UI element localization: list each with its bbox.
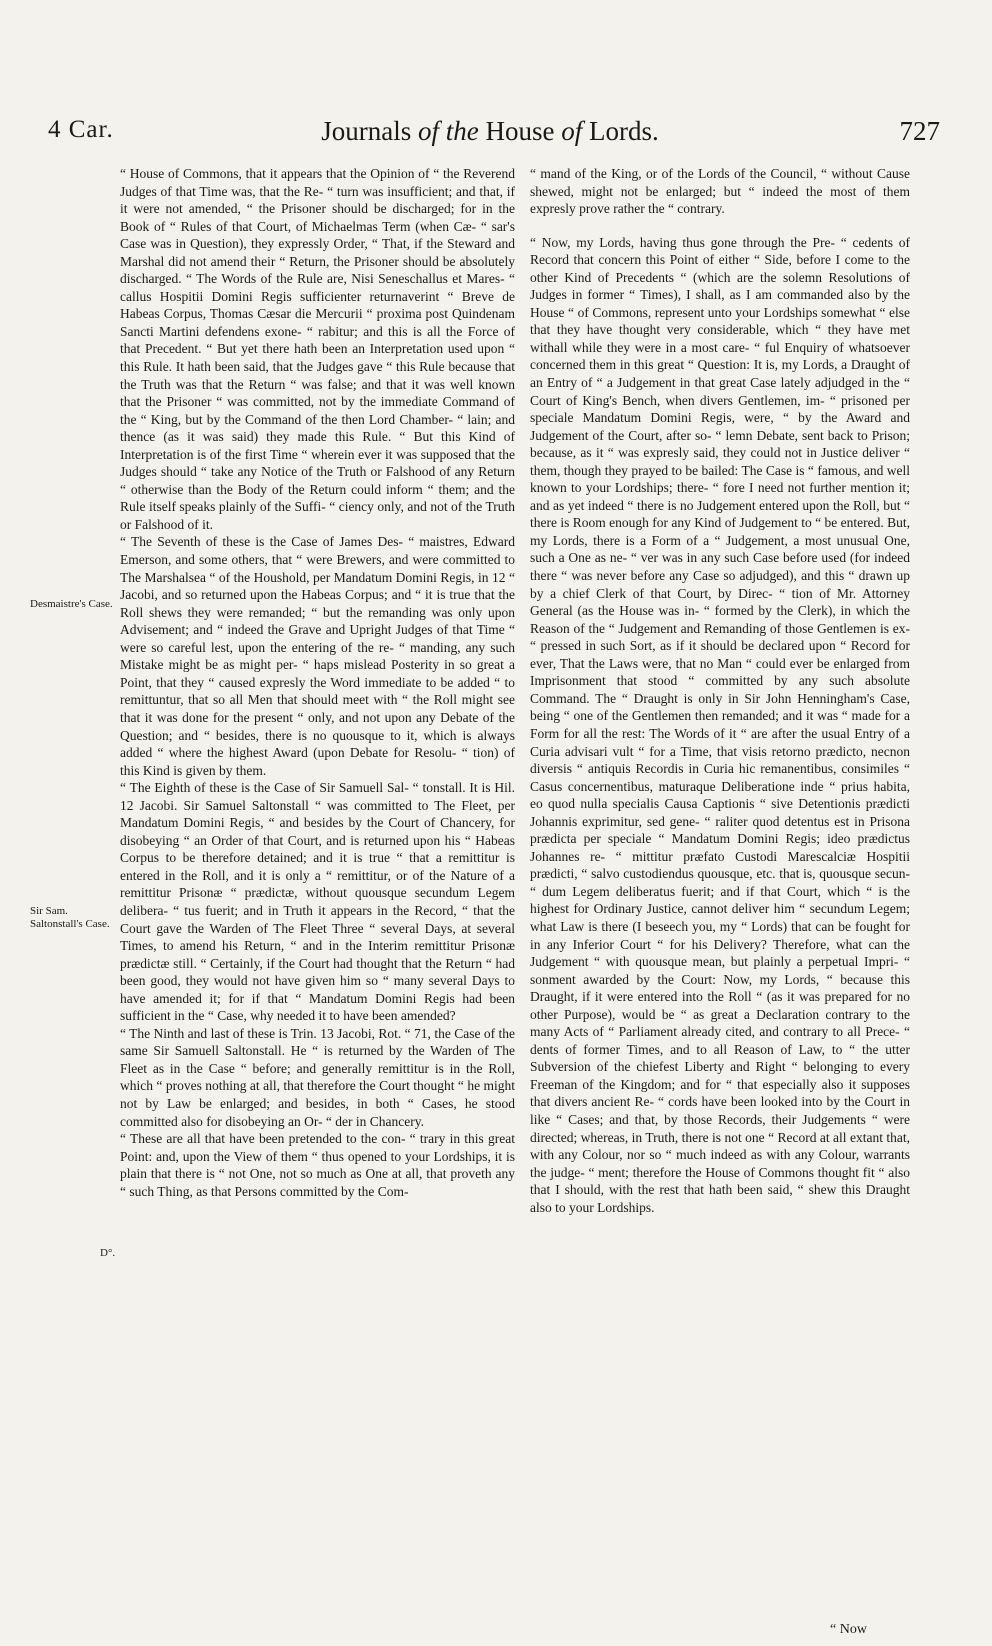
paragraph-conclusion: “ These are all that have been pretended to the con- “ trary in this great Point: and, upon the View of them “ thus opened to your Lordships, it is plain that there is “ not One, not so much as One at all, that proveth any “ such Thing, as that Persons committed by the Com-: [120, 1131, 515, 1199]
title-word-the: the: [445, 116, 479, 146]
title-word-house: House: [485, 116, 555, 146]
paragraph-ninth-case: “ The Ninth and last of these is Trin. 13 Jacobi, Rot. “ 71, the Case of the same Sir Samuell Saltonstall. He “ is returned by the Warden of The Fleet as in the Case “ before; and generally remittitur is in the Roll, which “ proves nothing at all, that therefore the Court thought “ he might not by Law be enlarged; and besides, in both “ Cases, he stood committed also for disobeying an Or- “ der in Chancery.: [120, 1025, 515, 1129]
title-word-journals: Journals: [321, 116, 412, 146]
page-header: [40, 116, 940, 156]
title-word-of: of: [417, 116, 439, 146]
margin-note-saltonstall: Sir Sam. Saltonstall's Case.: [30, 905, 110, 930]
paragraph-seventh-case: “ The Seventh of these is the Case of James Des- “ maistres, Edward Emerson, and some others, that “ were Brewers, and were committed to The Marshalsea “ of the Houshold, per Mandatum Domini Regis, in 12 “ Jacobi, and so returned upon the Habeas Corpus; and “ it is true that the Roll shews they were remanded; “ but the remanding was only upon Advisement; and “ indeed the Grave and Upright Judges of that Time “ were so careful lest, upon the entering of the re- “ manding, any such Mistake might be as might per- “ haps mislead Posterity in so great a Point, that they “ caused expresly the Word immediate to be added “ to remittuntur, that so all Men that should meet with “ the Roll might see that it was done for the present “ only, and not upon any Debate of the Question; and “ besides, there is no quousque to it, which is always added “ where the highest Award (upon Debate for Resolu- “ tion) of this Kind is given by them.: [120, 534, 515, 778]
reign-label: 4 Car.: [48, 116, 114, 143]
page-number: 727: [899, 116, 940, 146]
title-word-of-2: of: [561, 116, 583, 146]
journal-title: [40, 116, 940, 147]
paragraph-rules-of-court: “ House of Commons, that it appears that the Opinion of “ the Reverend Judges of that Time was, that the Re- “ turn was insufficient; and that, if it were not amended, “ the Prisoner should be discharged; for in the Book of “ Rules of that Court, of Michaelmas Term (when Cæ- “ sar's Case was in Question), they expressly Order, “ That, if the Steward and Marshal did not amend their “ Return, the Prisoner should be absolutely discharged. “ The Words of the Rule are, Nisi Seneschallus et Mares- “ callus Hospitii Domini Regis sufficienter returnaverint “ Breve de Habeas Corpus, Thomas Cæsar die Mercurii “ proxima post Quindenam Sancti Martini defendens exone- “ rabitur; and this is all the Force of that Precedent. “ But yet there hath been an Interpretation used upon “ this Rule. It hath been said, that the Judges gave “ this Rule because that the Truth was that the Return “ was false; and that it was well known that the Prisoner “ was committed, not by the immediate Command of the “ King, but by the Command of the then Lord Chamber- “ lain; and thence (as it was said) they made this Rule. “ But this Kind of Interpretation is of the first Time “ wherein ever it was supposed that the Judges should “ take any Notice of the Truth or Falshood of any Return “ otherwise than the Body of the Return could inform “ them; and the Rule itself speaks plainly of the Suffi- “ ciency only, and not of the Truth or Falshood of it.: [120, 166, 515, 532]
right-column: [530, 165, 910, 1216]
catchword: “ Now: [830, 1622, 867, 1637]
paragraph-gap: [530, 218, 910, 234]
title-word-lords: Lords.: [589, 116, 659, 146]
margin-note-desmaistre: Desmaistre's Case.: [30, 598, 113, 610]
paragraph-continuation: “ mand of the King, or of the Lords of the Council, “ without Cause shewed, might not be enlarged; but “ indeed the most of them expresly prove rather the “ contrary.: [530, 166, 910, 217]
left-column: [120, 165, 515, 1200]
paragraph-draught-of-judgement: “ Now, my Lords, having thus gone through the Pre- “ cedents of Record that concern this Point of either “ Side, before I come to the other Kind of Precedents “ (which are the solemn Resolutions of Judges in former “ Times), I shall, as I am commanded also by the House “ of Commons, represent unto your Lordships somewhat “ else that they have thought very considerable, which “ they have met withall while they were in a most care- “ ful Enquiry of whatsoever concerned them in this great “ Question: It is, my Lords, a Draught of an Entry of “ a Judgement in that great Case lately adjudged in the “ Court of King's Bench, when divers Gentlemen, im- “ prisoned per speciale Mandatum Domini Regis, were, “ by the Award and Judgement of the Court, after so- “ lemn Debate, sent back to Prison; because, as it “ was expresly said, they could not in Justice deliver “ them, though they prayed to be bailed: The Case is “ famous, and well known to your Lordships; there- “ fore I need not further mention it; and as yet indeed “ there is no Judgement entered upon the Roll, but “ there is Room enough for any Kind of Judgement to “ be entered. But, my Lords, there is a Form of a “ Judgement, a most unusual One, such a One as ne- “ ver was in any such Case before used (for indeed there “ was never before any Case so adjudged), and this “ drawn up by a chief Clerk of that Court, by Direc- “ tion of Mr. Attorney General (as the House was in- “ formed by the Clerk), in which the Reason of the “ Judgement and Remanding of those Gentlemen is ex- “ pressed in such Sort, as if it should be declared upon “ Record for ever, That the Laws were, that no Man “ could ever be enlarged from Imprisonment that stood “ committed by any such absolute Command. The “ Draught is only in Sir John Henningham's Case, being “ one of the Gentlemen then remanded; and it was “ made for a Form for all the rest: The Words of it “ are after the usual Entry of a Curia advisari vult “ for a Time, that visis retorno prædicto, necnon diversis “ antiquis Recordis in Curia hic remanentibus, consimiles “ Casus concernentibus, maturaque Deliberatione inde “ prius habita, eo quod nulla specialis Causa Captionis “ sive Detentionis prædicti Johannis exprimitur, sed gene- “ raliter quod detentus est in Prisona prædicta per speciale “ Mandatum Domini Regis; ideo prædictus Johannes re- “ mittitur præfato Custodi Marescalciæ Hospitii prædicti, “ salvo custodiendus quousque, etc. that is, quousque secun- “ dum Legem deliberatus fuerit; and if that Court, which “ is the highest for Ordinary Justice, cannot deliver him “ secundum Legem; what Law is there (I beseech you, my “ Lords) that can be fought for in any Inferior Court “ for his Delivery? Therefore, what can the Judgement “ with quousque mean, but plainly a perpetual Impri- “ sonment awarded by the Court: Now, my Lords, “ because this Draught, if it were entered into the Roll “ (as it was prepared for no other Purpose), would be “ as great a Declaration contrary to the many Acts of “ Parliament already cited, and contrary to all Prece- “ dents of former Times, and to all Reason of Law, to “ the utter Subversion of the chiefest Liberty and Right “ belonging to every Freeman of the Kingdom; and for “ that especially also it supposes that divers ancient Re- “ cords have been looked into by the Court in like “ Cases; and that, by those Records, their Judgements “ were directed; whereas, in Truth, there is not one “ Record at all extant that, with any Colour, nor so “ much indeed as with any Colour, warrants the judge- “ ment; therefore the House of Commons thought fit “ also that I should, with the rest that hath been said, “ shew this Draught also to your Lordships.: [530, 234, 910, 1215]
paragraph-eighth-case: “ The Eighth of these is the Case of Sir Samuell Sal- “ tonstall. It is Hil. 12 Jacobi. Sir Samuel Saltonstall “ was committed to The Fleet, per Mandatum Domini Regis, “ and besides by the Court of Chancery, for disobeying “ an Order of that Court, and is returned upon his “ Habeas Corpus to be therefore detained; and it is true “ that a remittitur is entered in the Roll, and it is only a “ remittitur, or of the Nature of a remittitur Prisonæ “ prædictæ, without quousque secundum Legem delibera- “ tus fuerit; and in Truth it appears in the Record, “ that the Court gave the Warden of The Fleet Three “ several Days, at several Times, to amend his Return, “ and in the Interim remittitur Prisonæ prædictæ still. “ Certainly, if the Court had thought that the Return “ had been good, they would not have given him so “ many several Days to have amended it; for if that “ Mandatum Domini Regis had been sufficient in the “ Case, why needed it to have been amended?: [120, 780, 515, 1024]
margin-note-ditto: D°.: [100, 1247, 116, 1259]
